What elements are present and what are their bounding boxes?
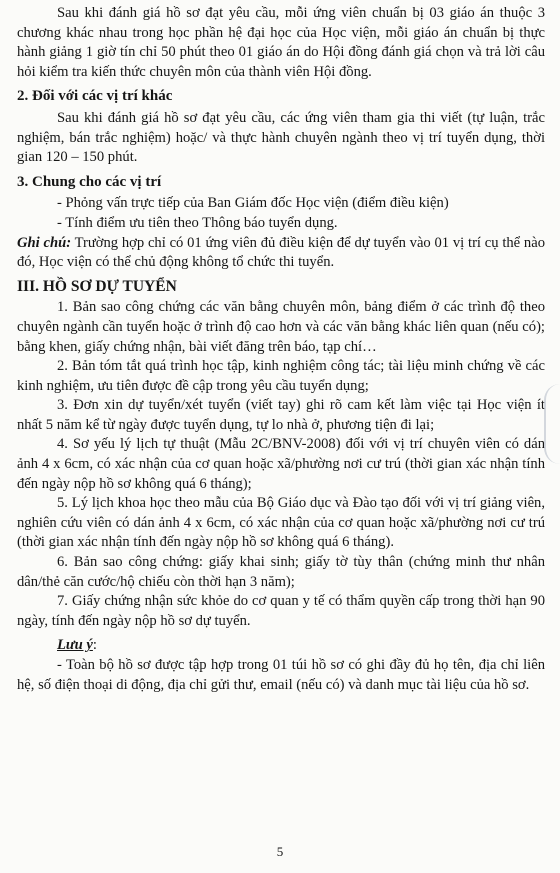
page-number: 5 bbox=[276, 844, 284, 859]
binding-edge-mark bbox=[544, 384, 560, 464]
section-heading-dossier: III. HỒ SƠ DỰ TUYỂN bbox=[17, 277, 177, 295]
luu-y-label: Lưu ý bbox=[57, 637, 93, 654]
dossier-item-6: 6. Bản sao công chứng: giấy khai sinh; giấy tờ tùy thân (chứng minh thư nhân dân/thẻ căn cước/hộ chiếu còn thời hạn 3 năm); bbox=[17, 554, 545, 590]
bullet-priority: - Tính điểm ưu tiên theo Thông báo tuyển dụng. bbox=[57, 214, 338, 231]
note-paragraph bbox=[17, 234, 545, 273]
bullet-interview: - Phỏng vấn trực tiếp của Ban Giám đốc Học viện (điểm điều kiện) bbox=[57, 195, 449, 212]
heading-common: 3. Chung cho các vị trí bbox=[17, 173, 162, 190]
paragraph-lesson-plan: Sau khi đánh giá hồ sơ đạt yêu cầu, mỗi ứng viên chuẩn bị 03 giáo án thuộc 3 chương khác nhau trong học phần hệ đại học của Học viện, mỗi giáo án chuẩn bị thực hành giảng 1 giờ tín chỉ 50 phút theo 01 giáo án do Hội đồng đánh giá chọn và trả lời câu hỏi kiểm tra kiến thức chuyên môn của thành viên Hội đồng. bbox=[17, 5, 545, 80]
dossier-item-1: 1. Bản sao công chứng các văn bằng chuyên môn, bảng điểm ở các trình độ theo chuyên ngành cần tuyển hoặc ở trình độ cao hơn và các văn bằng khác liên quan (nếu có); bằng khen, giấy chứng nhận, bài viết đăng trên báo, tạp chí… bbox=[17, 299, 545, 355]
dossier-item-4: 4. Sơ yếu lý lịch tự thuật (Mẫu 2C/BNV-2008) đối với vị trí chuyên viên có dán ảnh 4 x 6cm, có xác nhận của cơ quan hoặc xã/phường nơi cư trú (thời gian xác nhận tính đến ngày nộp hồ sơ không quá 6 tháng); bbox=[17, 436, 545, 492]
luu-y-colon: : bbox=[92, 637, 97, 654]
dossier-item-7: 7. Giấy chứng nhận sức khỏe do cơ quan y tế có thẩm quyền cấp trong thời hạn 90 ngày, tính đến ngày nộp hồ sơ dự tuyển. bbox=[17, 593, 545, 629]
dossier-item-5: 5. Lý lịch khoa học theo mẫu của Bộ Giáo dục và Đào tạo đối với vị trí giảng viên, nghiên cứu viên có dán ảnh 4 x 6cm, có xác nhận của cơ quan hoặc xã/phường nơi cư trú (thời gian xác nhận tính đến ngày nộp hồ sơ không quá 6 tháng). bbox=[17, 495, 545, 551]
note-heading bbox=[17, 636, 545, 656]
note-content: - Toàn bộ hồ sơ được tập hợp trong 01 túi hồ sơ có ghi đầy đủ họ tên, địa chỉ liên hệ, số điện thoại di động, địa chỉ gửi thư, email (nếu có) và danh mục tài liệu của hồ sơ. bbox=[17, 657, 545, 693]
note-text: Trường hợp chỉ có 01 ứng viên đủ điều kiện để dự tuyển vào 01 vị trí cụ thể nào đó, Học viện có thể chủ động không tổ chức thi tuyển. bbox=[17, 234, 546, 271]
dossier-item-3: 3. Đơn xin dự tuyển/xét tuyển (viết tay) ghi rõ cam kết làm việc tại Học viện ít nhất 5 năm kể từ ngày được tuyển dụng, tự lo nhà ở, phương tiện đi lại; bbox=[17, 397, 545, 433]
paragraph-written-exam: Sau khi đánh giá hồ sơ đạt yêu cầu, các ứng viên tham gia thi viết (tự luận, trắc nghiệm, bán trắc nghiệm) hoặc/ và thực hành chuyên ngành theo vị trí tuyển dụng, thời gian 120 – 150 phút. bbox=[17, 109, 545, 166]
dossier-item-2: 2. Bản tóm tắt quá trình học tập, kinh nghiệm công tác; tài liệu minh chứng về các kinh nghiệm, ưu tiên được đề cập trong yêu cầu tuyển dụng; bbox=[17, 358, 545, 394]
note-label: Ghi chú: bbox=[17, 234, 72, 251]
heading-other-positions: 2. Đối với các vị trí khác bbox=[17, 88, 173, 105]
page-content bbox=[17, 4, 545, 695]
